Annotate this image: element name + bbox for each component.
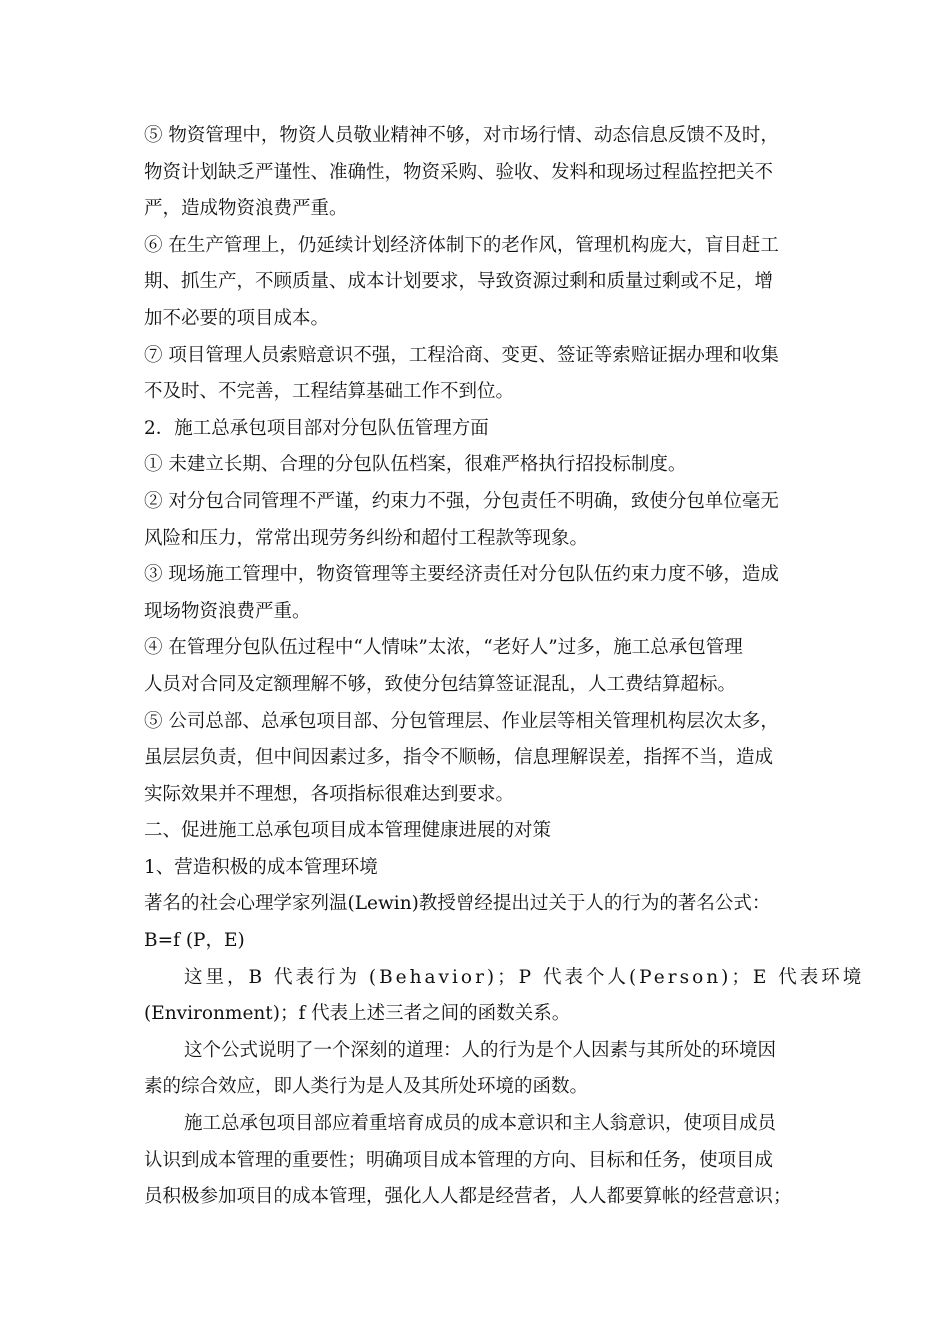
text-line: 物资计划缺乏严谨性、准确性，物资采购、验收、发料和现场过程监控把关不 bbox=[144, 161, 774, 183]
text-line: 认识到成本管理的重要性；明确项目成本管理的方向、目标和任务，使项目成 bbox=[144, 1149, 774, 1171]
text-line: 素的综合效应，即人类行为是人及其所处环境的函数。 bbox=[144, 1076, 589, 1098]
text-line: 风险和压力，常常出现劳务纠纷和超付工程款等现象。 bbox=[144, 527, 589, 549]
text-line: 这个公式说明了一个深刻的道理：人的行为是个人因素与其所处的环境因 bbox=[184, 1039, 777, 1061]
text-line: 人员对合同及定额理解不够，致使分包结算签证混乱，人工费结算超标。 bbox=[144, 673, 737, 695]
chapter-heading: 二、促进施工总承包项目成本管理健康进展的对策 bbox=[144, 820, 552, 842]
section-heading: 2．施工总承包项目部对分包队伍管理方面 bbox=[144, 417, 489, 439]
text-line: 不及时、不完善，工程结算基础工作不到位。 bbox=[144, 381, 515, 403]
document-page bbox=[144, 118, 865, 1216]
text-line: ⑦ 项目管理人员索赔意识不强，工程洽商、变更、签证等索赔证据办理和收集 bbox=[144, 344, 779, 366]
text-line: 员积极参加项目的成本管理，强化人人都是经营者，人人都要算帐的经营意识； bbox=[144, 1186, 792, 1208]
text-line: 严，造成物资浪费严重。 bbox=[144, 198, 348, 220]
text-line: 期、抓生产，不顾质量、成本计划要求，导致资源过剩和质量过剩或不足，增 bbox=[144, 271, 774, 293]
text-line: ④ 在管理分包队伍过程中“人情味”太浓，“老好人”过多，施工总承包管理 bbox=[144, 637, 743, 659]
text-line: 加不必要的项目成本。 bbox=[144, 307, 330, 329]
text-line: ③ 现场施工管理中，物资管理等主要经济责任对分包队伍约束力度不够，造成 bbox=[144, 564, 779, 586]
text-line: ⑥ 在生产管理上，仍延续计划经济体制下的老作风，管理机构庞大，盲目赶工 bbox=[144, 234, 779, 256]
formula: B=f (P，E) bbox=[144, 930, 245, 952]
text-line: ① 未建立长期、合理的分包队伍档案，很难严格执行招投标制度。 bbox=[144, 454, 687, 476]
text-line: (Environment)；f 代表上述三者之间的函数关系。 bbox=[144, 1003, 571, 1025]
text-line: 实际效果并不理想，各项指标很难达到要求。 bbox=[144, 783, 515, 805]
text-line: ② 对分包合同管理不严谨，约束力不强，分包责任不明确，致使分包单位毫无 bbox=[144, 490, 779, 512]
text-line: 现场物资浪费严重。 bbox=[144, 600, 311, 622]
text-line: 虽层层负责，但中间因素过多，指令不顺畅，信息理解误差，指挥不当，造成 bbox=[144, 747, 774, 769]
text-line: 这里，B 代表行为 (Behavior)；P 代表个人(Person)；E 代表环境 bbox=[184, 966, 865, 988]
text-line: ⑤ 物资管理中，物资人员敬业精神不够，对市场行情、动态信息反馈不及时， bbox=[144, 125, 779, 146]
section-heading: 1、营造积极的成本管理环境 bbox=[144, 856, 378, 878]
text-line: ⑤ 公司总部、总承包项目部、分包管理层、作业层等相关管理机构层次太多， bbox=[144, 710, 779, 732]
text-line: 著名的社会心理学家列温(Lewin)教授曾经提出过关于人的行为的著名公式： bbox=[144, 893, 771, 915]
text-line: 施工总承包项目部应着重培育成员的成本意识和主人翁意识，使项目成员 bbox=[184, 1113, 777, 1135]
